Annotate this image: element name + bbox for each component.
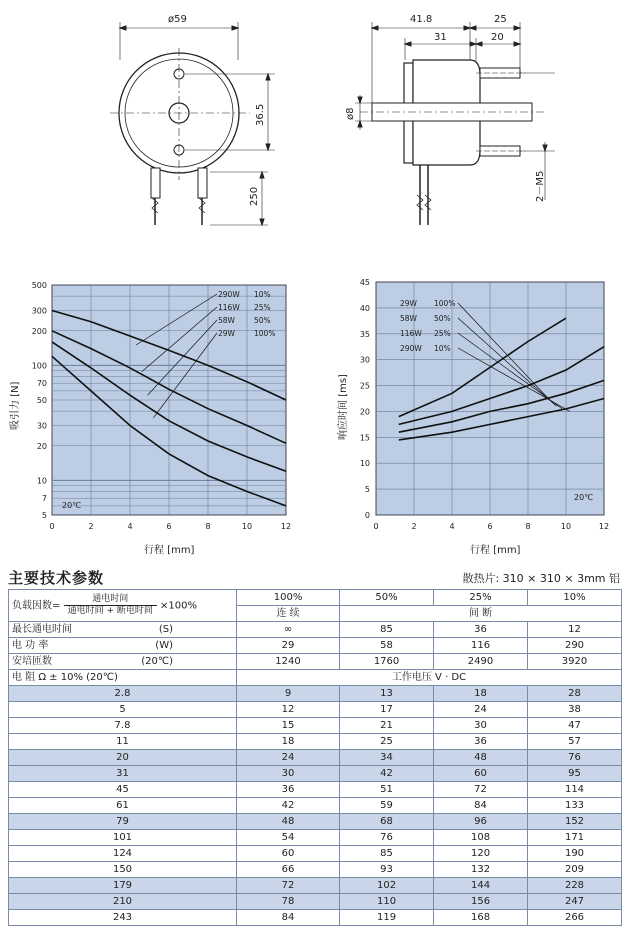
- resistance-row: [9, 894, 622, 910]
- spec-row-label: [9, 654, 237, 670]
- voltage-value: 66: [237, 862, 340, 878]
- force-x-tick: 12: [280, 522, 292, 531]
- resistance-header-row: [9, 670, 622, 686]
- spec-value: 85: [340, 622, 434, 638]
- time-legend-watt: 116W: [400, 329, 422, 338]
- spec-value: 1240: [237, 654, 340, 670]
- force-chart-ylabel: 吸引力 [N]: [10, 381, 21, 430]
- resistance-value: 31: [9, 766, 237, 782]
- spec-label-unit: (S): [158, 623, 173, 635]
- force-x-tick: 10: [241, 522, 253, 531]
- force-legend-watt: 116W: [218, 303, 240, 312]
- dim-thread: 2－M5: [535, 170, 546, 202]
- time-y-tick: 25: [359, 381, 370, 391]
- force-chart-xlabel: 行程 [mm]: [144, 545, 195, 556]
- spec-value: 2490: [434, 654, 528, 670]
- charts-area: [0, 270, 630, 570]
- duty-denominator: 通电时间 + 断电时间: [67, 606, 153, 616]
- resistance-header: 电 阻 Ω ± 10% (20℃): [9, 670, 237, 686]
- voltage-value: 78: [237, 894, 340, 910]
- force-y-tick: 70: [36, 379, 47, 389]
- voltage-value: 60: [434, 766, 528, 782]
- voltage-value: 266: [528, 910, 622, 926]
- time-legend-duty: 100%: [434, 299, 456, 308]
- voltage-value: 168: [434, 910, 528, 926]
- voltage-value: 247: [528, 894, 622, 910]
- spec-value: 58: [340, 638, 434, 654]
- voltage-value: 36: [237, 782, 340, 798]
- voltage-value: 120: [434, 846, 528, 862]
- duty-col-10: 10%: [528, 590, 622, 606]
- force-x-tick: 4: [127, 522, 133, 531]
- force-y-tick: 20: [36, 441, 47, 451]
- voltage-value: 68: [340, 814, 434, 830]
- resistance-value: 11: [9, 734, 237, 750]
- voltage-value: 24: [237, 750, 340, 766]
- resistance-value: 150: [9, 862, 237, 878]
- force-y-tick: 10: [36, 476, 47, 486]
- force-x-tick: 0: [49, 522, 55, 531]
- resistance-row: [9, 718, 622, 734]
- resistance-row: [9, 830, 622, 846]
- voltage-value: 38: [528, 702, 622, 718]
- voltage-value: 132: [434, 862, 528, 878]
- spec-table: [8, 589, 622, 926]
- resistance-row: [9, 766, 622, 782]
- resistance-row: [9, 750, 622, 766]
- spec-row-label: [9, 622, 237, 638]
- voltage-value: 34: [340, 750, 434, 766]
- voltage-value: 96: [434, 814, 528, 830]
- duty-label: 负载因数=: [12, 600, 61, 612]
- time-x-tick: 8: [525, 522, 531, 531]
- voltage-value: 133: [528, 798, 622, 814]
- resistance-value: 243: [9, 910, 237, 926]
- time-chart: [336, 278, 609, 556]
- force-legend-duty: 25%: [254, 303, 271, 312]
- resistance-row: [9, 814, 622, 830]
- duty-formula: [9, 590, 237, 622]
- voltage-value: 60: [237, 846, 340, 862]
- mode-continuous: 连 续: [237, 606, 340, 622]
- force-legend-watt: 29W: [218, 329, 235, 338]
- voltage-value: 85: [340, 846, 434, 862]
- spec-value: 36: [434, 622, 528, 638]
- voltage-value: 30: [434, 718, 528, 734]
- voltage-value: 17: [340, 702, 434, 718]
- technical-drawings: [0, 0, 630, 270]
- voltage-value: 18: [237, 734, 340, 750]
- voltage-value: 57: [528, 734, 622, 750]
- resistance-value: 61: [9, 798, 237, 814]
- voltage-value: 84: [237, 910, 340, 926]
- resistance-row: [9, 910, 622, 926]
- voltage-value: 114: [528, 782, 622, 798]
- time-chart-y-ticks: [360, 278, 370, 520]
- spec-value: 116: [434, 638, 528, 654]
- force-chart-y-ticks: [32, 281, 47, 520]
- dim-shaft-dia: ø8: [345, 107, 356, 120]
- voltage-value: 108: [434, 830, 528, 846]
- time-chart-xlabel: 行程 [mm]: [470, 545, 521, 556]
- spec-label-text: 电 功 率: [12, 639, 49, 651]
- voltage-value: 28: [528, 686, 622, 702]
- time-y-tick: 0: [364, 511, 370, 520]
- voltage-value: 93: [340, 862, 434, 878]
- force-y-tick: 500: [31, 281, 47, 290]
- voltage-value: 42: [237, 798, 340, 814]
- mode-intermittent: 间 断: [340, 606, 622, 622]
- voltage-value: 48: [434, 750, 528, 766]
- dim-side-pin: 25: [494, 14, 507, 25]
- force-legend-duty: 50%: [254, 316, 271, 325]
- spec-row: [9, 638, 622, 654]
- voltage-value: 42: [340, 766, 434, 782]
- time-y-tick: 5: [364, 485, 370, 495]
- voltage-value: 95: [528, 766, 622, 782]
- voltage-value: 72: [237, 878, 340, 894]
- resistance-value: 179: [9, 878, 237, 894]
- time-legend-duty: 25%: [434, 329, 451, 338]
- time-y-tick: 10: [359, 459, 370, 469]
- voltage-header: 工作电压 V · DC: [237, 670, 622, 686]
- time-y-tick: 45: [359, 278, 370, 287]
- spec-value: 12: [528, 622, 622, 638]
- voltage-value: 84: [434, 798, 528, 814]
- spec-value: ∞: [237, 622, 340, 638]
- time-x-tick: 0: [373, 522, 379, 531]
- resistance-row: [9, 798, 622, 814]
- force-legend-duty: 100%: [254, 329, 276, 338]
- time-legend-watt: 290W: [400, 344, 422, 353]
- spec-label-unit: (W): [155, 639, 173, 651]
- voltage-value: 30: [237, 766, 340, 782]
- time-chart-temp: 20℃: [574, 493, 594, 502]
- force-legend-watt: 58W: [218, 316, 235, 325]
- voltage-value: 72: [434, 782, 528, 798]
- voltage-value: 171: [528, 830, 622, 846]
- force-y-tick: 5: [41, 511, 47, 520]
- voltage-value: 152: [528, 814, 622, 830]
- spec-value: 1760: [340, 654, 434, 670]
- side-view: [355, 22, 555, 225]
- force-chart: [8, 281, 291, 556]
- voltage-value: 209: [528, 862, 622, 878]
- resistance-value: 124: [9, 846, 237, 862]
- dim-side-body: 31: [434, 32, 447, 43]
- spec-title: 主要技术参数: [8, 569, 105, 587]
- dim-side-pin2: 20: [491, 32, 504, 43]
- dim-side-total: 41.8: [410, 14, 433, 25]
- force-y-tick: 50: [36, 396, 47, 405]
- time-x-tick: 6: [487, 522, 493, 531]
- voltage-value: 54: [237, 830, 340, 846]
- time-y-tick: 35: [359, 329, 370, 339]
- voltage-value: 51: [340, 782, 434, 798]
- voltage-value: 102: [340, 878, 434, 894]
- time-y-tick: 40: [359, 303, 370, 313]
- resistance-value: 20: [9, 750, 237, 766]
- voltage-value: 15: [237, 718, 340, 734]
- voltage-value: 12: [237, 702, 340, 718]
- dim-front-dia: ø59: [168, 14, 187, 25]
- voltage-value: 47: [528, 718, 622, 734]
- voltage-value: 9: [237, 686, 340, 702]
- time-y-tick: 20: [359, 407, 370, 417]
- resistance-value: 45: [9, 782, 237, 798]
- force-y-tick: 7: [41, 494, 47, 504]
- voltage-value: 144: [434, 878, 528, 894]
- time-x-tick: 4: [449, 522, 455, 531]
- force-x-tick: 2: [88, 522, 94, 531]
- force-chart-x-ticks: [49, 522, 291, 531]
- voltage-value: 228: [528, 878, 622, 894]
- voltage-value: 24: [434, 702, 528, 718]
- voltage-value: 76: [340, 830, 434, 846]
- force-y-tick: 200: [31, 326, 47, 336]
- time-y-tick: 15: [359, 433, 370, 443]
- voltage-value: 76: [528, 750, 622, 766]
- voltage-value: 190: [528, 846, 622, 862]
- force-legend-duty: 10%: [254, 290, 271, 299]
- voltage-value: 21: [340, 718, 434, 734]
- time-legend-watt: 58W: [400, 314, 417, 323]
- duty-col-50: 50%: [340, 590, 434, 606]
- force-x-tick: 8: [205, 522, 211, 531]
- voltage-value: 13: [340, 686, 434, 702]
- duty-suffix: ×100%: [160, 600, 197, 612]
- duty-fraction: [64, 594, 157, 617]
- dim-front-pitch: 36.5: [255, 103, 266, 126]
- resistance-row: [9, 846, 622, 862]
- resistance-row: [9, 686, 622, 702]
- resistance-row: [9, 702, 622, 718]
- force-chart-temp: 20℃: [62, 501, 82, 510]
- resistance-row: [9, 782, 622, 798]
- time-chart-x-ticks: [373, 522, 609, 531]
- force-y-tick: 100: [31, 361, 47, 371]
- time-x-tick: 2: [411, 522, 417, 531]
- spec-value: 290: [528, 638, 622, 654]
- duty-col-25: 25%: [434, 590, 528, 606]
- spec-label-text: 最长通电时间: [12, 623, 72, 635]
- heatsink-note: 散热片: 310 × 310 × 3mm 铝: [462, 572, 620, 585]
- time-x-tick: 10: [560, 522, 572, 531]
- time-legend-watt: 29W: [400, 299, 417, 308]
- spec-row: [9, 622, 622, 638]
- time-legend-duty: 10%: [434, 344, 451, 353]
- resistance-value: 210: [9, 894, 237, 910]
- spec-value: 3920: [528, 654, 622, 670]
- duty-numerator: 通电时间: [64, 594, 157, 606]
- time-chart-ylabel: 响应时间 [ms]: [338, 374, 349, 440]
- resistance-value: 2.8: [9, 686, 237, 702]
- voltage-value: 36: [434, 734, 528, 750]
- voltage-value: 18: [434, 686, 528, 702]
- voltage-value: 156: [434, 894, 528, 910]
- resistance-value: 7.8: [9, 718, 237, 734]
- resistance-value: 101: [9, 830, 237, 846]
- spec-row: [9, 654, 622, 670]
- spec-label-text: 安培匝数: [12, 655, 52, 667]
- force-y-tick: 300: [31, 306, 47, 316]
- voltage-value: 119: [340, 910, 434, 926]
- voltage-value: 25: [340, 734, 434, 750]
- time-legend-duty: 50%: [434, 314, 451, 323]
- resistance-row: [9, 878, 622, 894]
- force-legend-watt: 290W: [218, 290, 240, 299]
- resistance-row: [9, 734, 622, 750]
- spec-row-label: [9, 638, 237, 654]
- voltage-value: 59: [340, 798, 434, 814]
- time-x-tick: 12: [598, 522, 610, 531]
- resistance-row: [9, 862, 622, 878]
- time-y-tick: 30: [359, 355, 370, 365]
- voltage-value: 48: [237, 814, 340, 830]
- duty-col-100: 100%: [237, 590, 340, 606]
- force-y-tick: 30: [36, 421, 47, 431]
- spec-label-unit: (20℃): [141, 655, 173, 667]
- force-x-tick: 6: [166, 522, 172, 531]
- voltage-value: 110: [340, 894, 434, 910]
- resistance-value: 79: [9, 814, 237, 830]
- resistance-value: 5: [9, 702, 237, 718]
- spec-value: 29: [237, 638, 340, 654]
- dim-lead-len: 250: [249, 186, 260, 206]
